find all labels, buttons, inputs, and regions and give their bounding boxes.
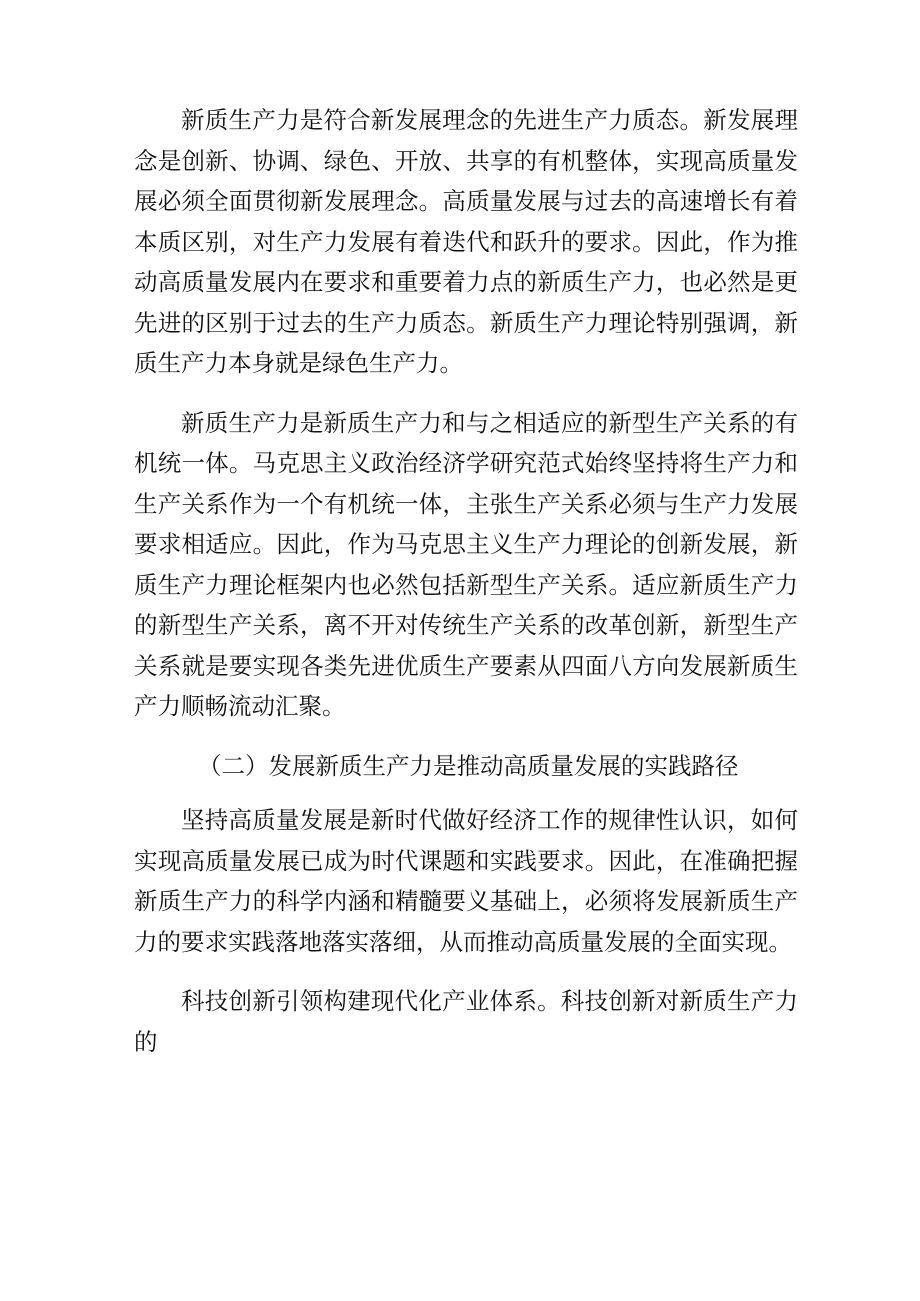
paragraph-new-productivity-quality: 新质生产力是符合新发展理念的先进生产力质态。新发展理念是创新、协调、绿色、开放、共享的有机整体，实现高质量发展必须全面贯彻新发展理念。高质量发展与过去的高速增长有着本质区别，对生产力发展有着迭代和跃升的要求。因此，作为推动高质量发展内在要求和重要着力点的新质生产力，也必然是更先进的区别于过去的生产力质态。新质生产力理论特别强调，新质生产力本身就是绿色生产力。	[134, 106, 798, 377]
document-page	[134, 100, 798, 1081]
paragraph-production-relations: 新质生产力是新质生产力和与之相适应的新型生产关系的有机统一体。马克思主义政治经济学研究范式始终坚持将生产力和生产关系作为一个有机统一体，主张生产关系必须与生产力发展要求相适应。因此，作为马克思主义生产力理论的创新发展，新质生产力理论框架内也必然包括新型生产关系。适应新质生产力的新型生产关系，离不开对传统生产关系的改革创新，新型生产关系就是要实现各类先进优质生产要素从四面八方向发展新质生产力顺畅流动汇聚。	[134, 408, 798, 720]
paragraph-high-quality-development: 坚持高质量发展是新时代做好经济工作的规律性认识，如何实现高质量发展已成为时代课题和实践要求。因此，在准确把握新质生产力的科学内涵和精髓要义基础上，必须将发展新质生产力的要求实践落地落实落细，从而推动高质量发展的全面实现。	[134, 806, 798, 956]
paragraph-tech-innovation: 科技创新引领构建现代化产业体系。科技创新对新质生产力的	[134, 987, 798, 1056]
section-heading: （二）发展新质生产力是推动高质量发展的实践路径	[198, 751, 739, 780]
